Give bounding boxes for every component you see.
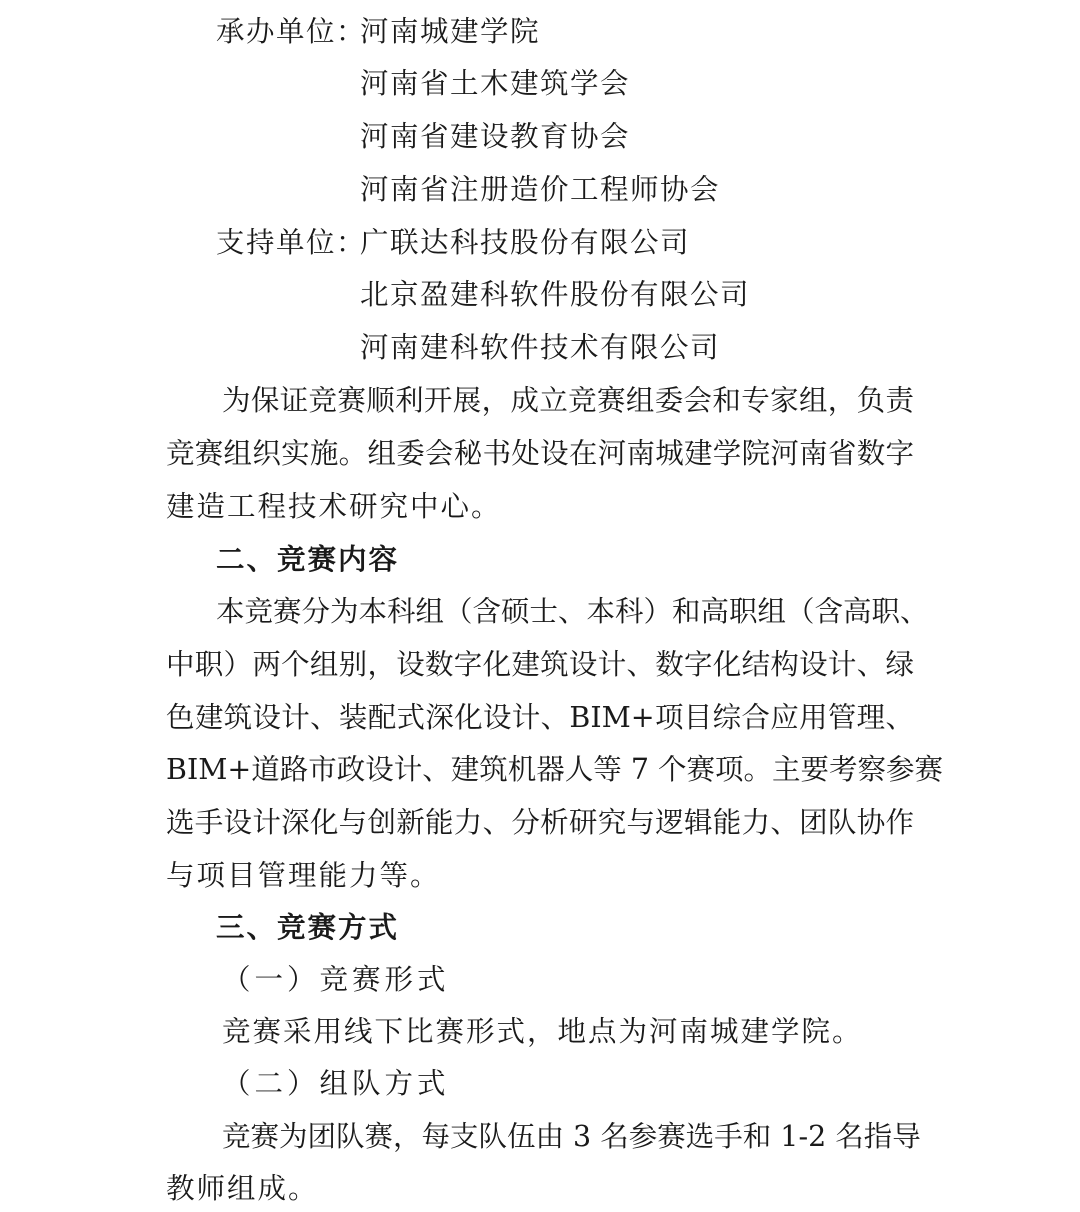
paragraph-line: 中职）两个组别，设数字化建筑设计、数字化结构设计、绿	[166, 648, 914, 681]
section-heading: 二、竞赛内容	[216, 543, 400, 576]
host-units-label: 承办单位：	[216, 15, 367, 48]
paragraph-line: 教师组成。	[166, 1172, 319, 1205]
support-unit: 北京盈建科软件股份有限公司	[360, 278, 751, 311]
paragraph-line: 选手设计深化与创新能力、分析研究与逻辑能力、团队协作	[166, 806, 914, 839]
host-unit: 河南省注册造价工程师协会	[360, 173, 721, 206]
paragraph-line: 色建筑设计、装配式深化设计、BIM+项目综合应用管理、	[166, 701, 914, 734]
support-unit: 河南建科软件技术有限公司	[360, 331, 721, 364]
paragraph-line: 竞赛采用线下比赛形式，地点为河南城建学院。	[222, 1015, 863, 1048]
paragraph-line: 本竞赛分为本科组（含硕士、本科）和高职组（含高职、	[216, 595, 929, 628]
host-unit: 河南城建学院	[360, 15, 541, 48]
support-unit: 广联达科技股份有限公司	[360, 226, 691, 259]
subsection-heading: （一）竞赛形式	[222, 963, 450, 996]
paragraph-line: 建造工程技术研究中心。	[166, 490, 502, 523]
host-unit: 河南省建设教育协会	[360, 120, 631, 153]
host-unit: 河南省土木建筑学会	[360, 67, 631, 100]
paragraph-line: BIM+道路市政设计、建筑机器人等 7 个赛项。主要考察参赛	[166, 753, 944, 786]
support-units-label: 支持单位：	[216, 226, 367, 259]
paragraph-line: 与项目管理能力等。	[166, 859, 441, 892]
paragraph-line: 为保证竞赛顺利开展，成立竞赛组委会和专家组，负责	[222, 384, 914, 417]
subsection-heading: （二）组队方式	[222, 1067, 450, 1100]
paragraph-line: 竞赛组织实施。组委会秘书处设在河南城建学院河南省数字	[166, 437, 914, 470]
paragraph-line: 竞赛为团队赛，每支队伍由 3 名参赛选手和 1-2 名指导	[222, 1120, 921, 1153]
section-heading: 三、竞赛方式	[216, 911, 400, 944]
